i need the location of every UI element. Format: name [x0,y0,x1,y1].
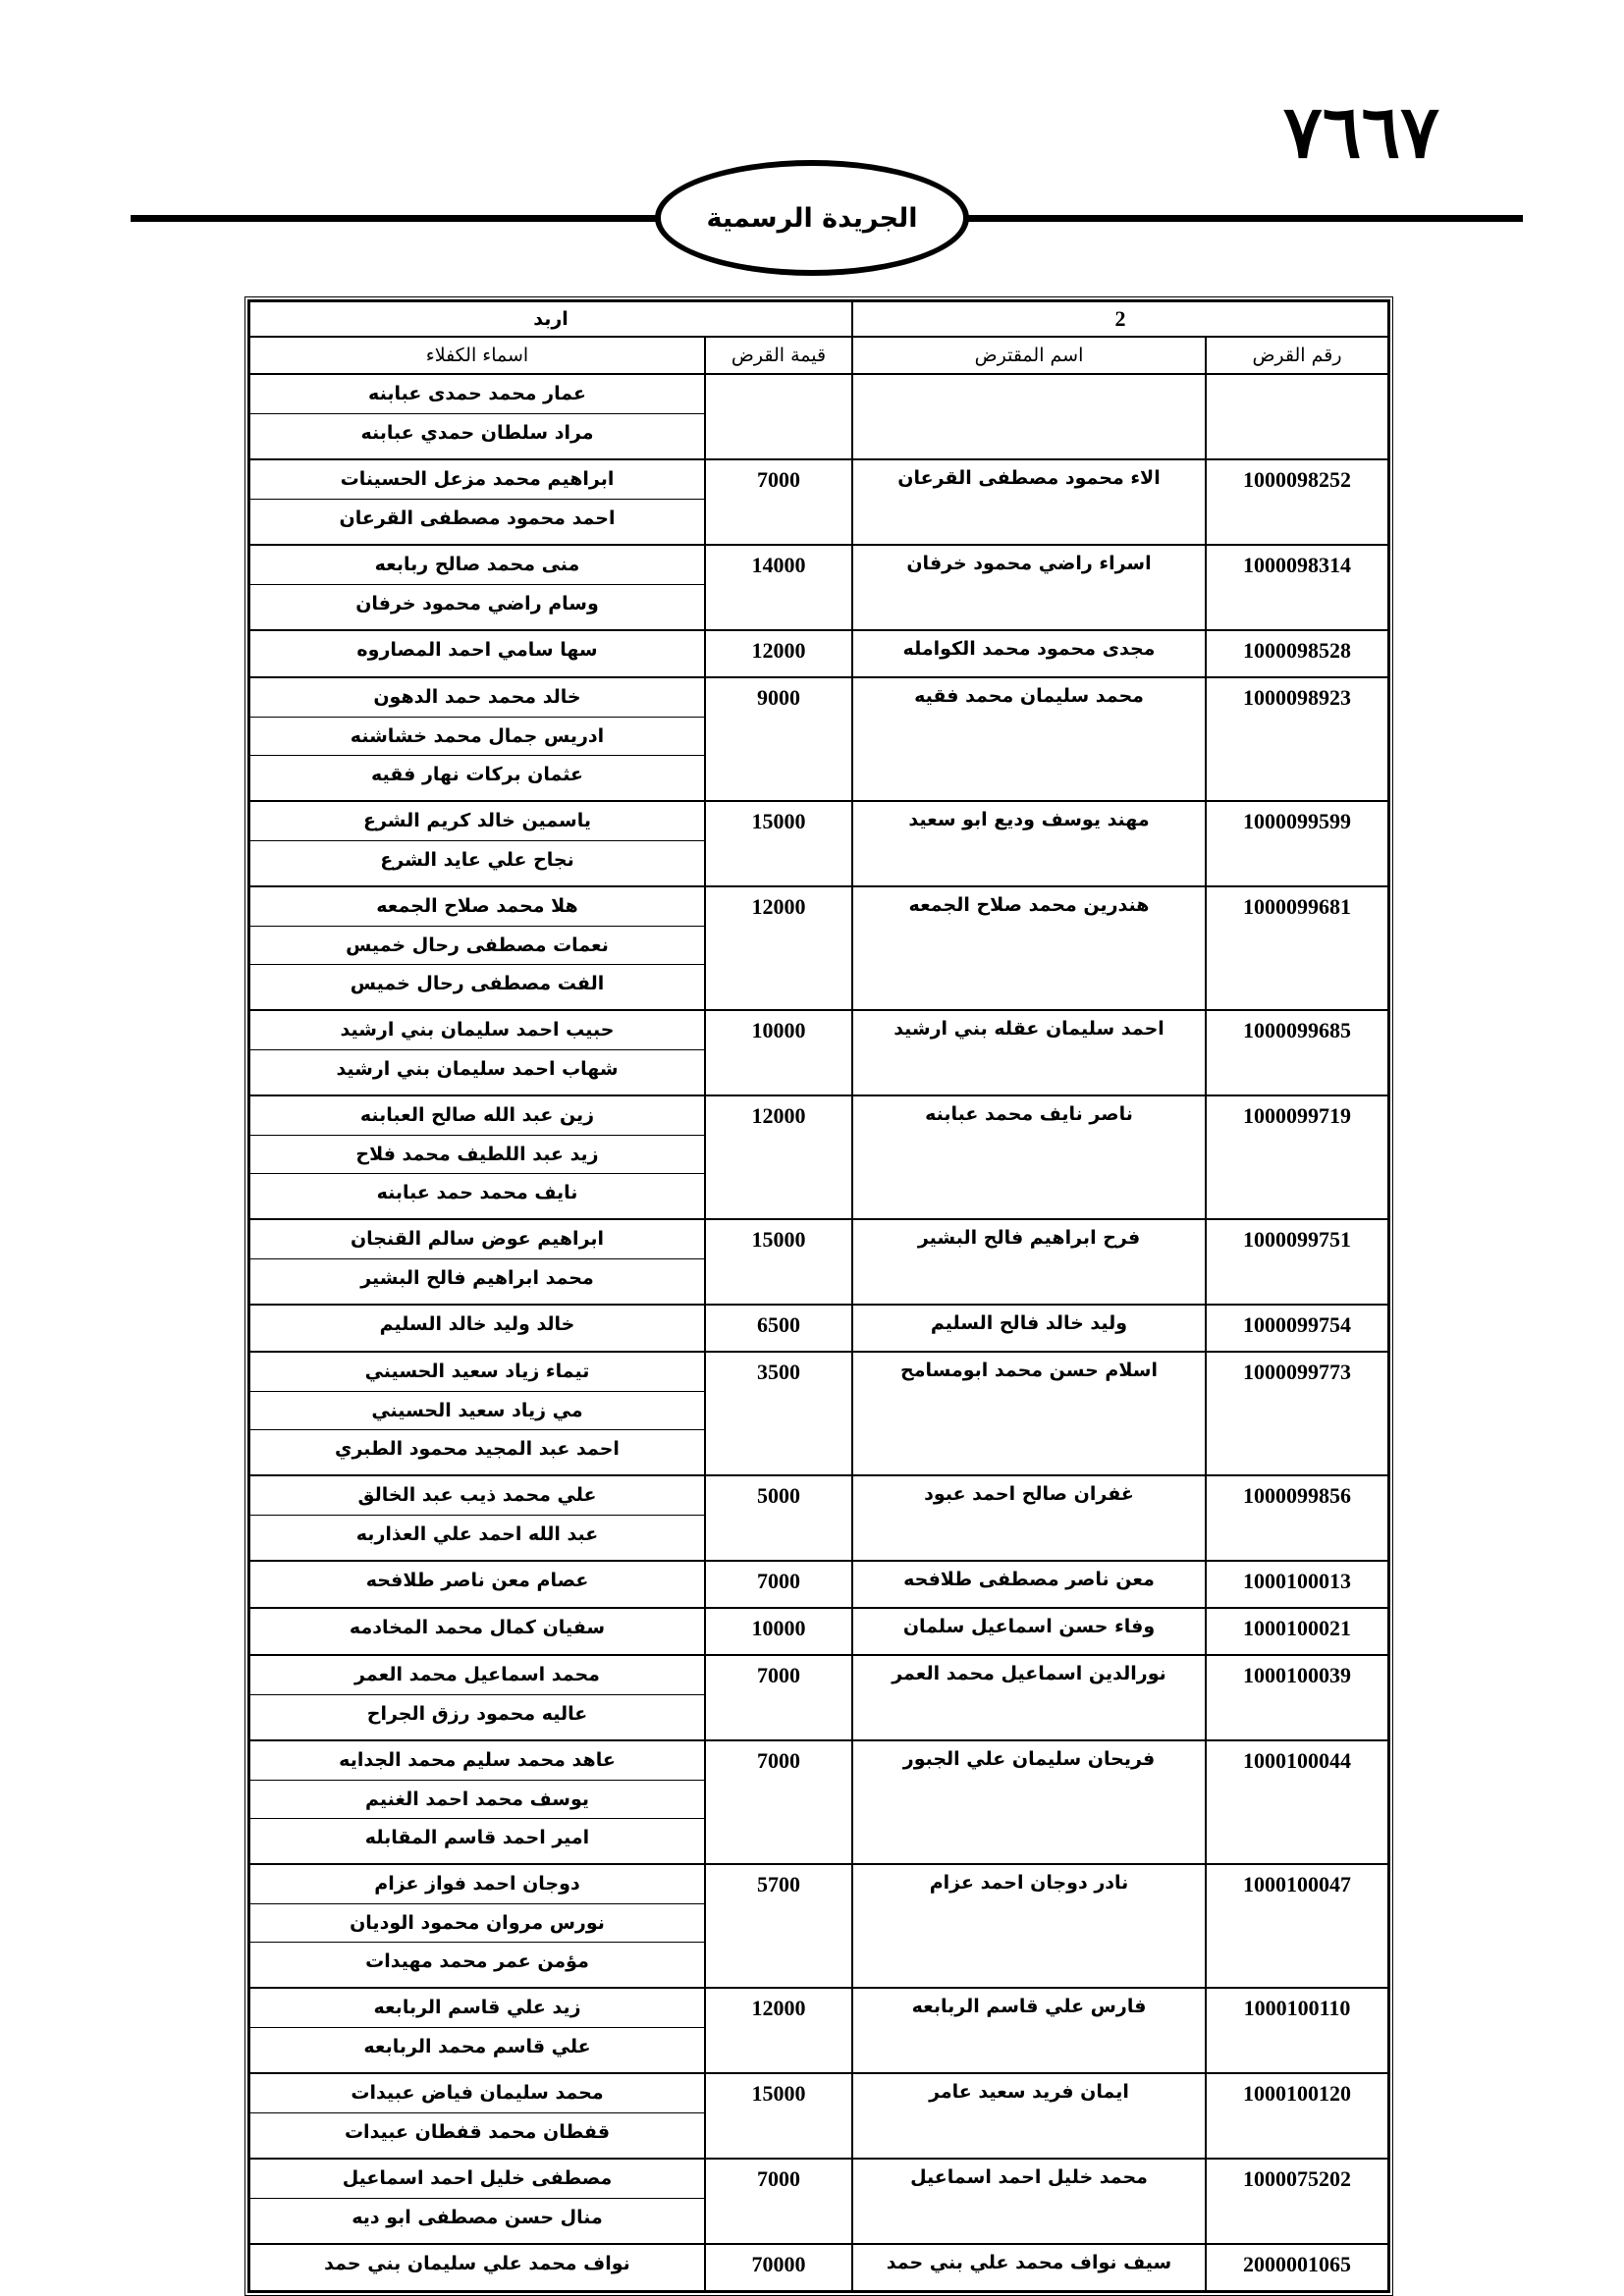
guarantors-cell [249,2073,705,2159]
table-row [249,1219,1388,1305]
guarantor-name: عاليه محمود رزق الجراح [250,1694,704,1733]
guarantor-name: مراد سلطان حمدي عبابنه [250,413,704,452]
guarantor-name: عصام معن ناصر طلافحه [365,1570,589,1591]
loan-number-cell: 1000098923 [1206,677,1388,801]
loan-number-cell: 1000098528 [1206,630,1388,677]
borrower-cell: محمد خليل احمد اسماعيل [852,2159,1206,2244]
guarantors-cell [249,886,705,1010]
loan-number-cell: 1000099751 [1206,1219,1388,1305]
guarantor-name: ياسمين خالد كريم الشرع [362,810,591,831]
table-top-row [249,301,1388,337]
guarantor-name: ابراهيم محمد مزعل الحسينات [340,468,615,490]
amount-cell: 7000 [705,1655,852,1740]
amount-cell: 15000 [705,2073,852,2159]
borrower-cell: مهند يوسف وديع ابو سعيد [852,801,1206,886]
guarantor-name: نجاح علي عايد الشرع [250,840,704,879]
page-number: ٧٦٦٧ [1283,90,1439,175]
loan-number-cell: 1000099681 [1206,886,1388,1010]
guarantors-cell [249,374,705,459]
loan-number-cell: 1000099754 [1206,1305,1388,1352]
guarantor-name: زين عبد الله صالح العبابنه [359,1104,595,1126]
guarantor-name: ابراهيم عوض سالم القنجان [350,1228,605,1250]
table-row [249,2244,1388,2291]
table-row [249,1475,1388,1561]
guarantor-name: حبيب احمد سليمان بني ارشيد [340,1019,615,1041]
guarantor-name: نورس مروان محمود الوديان [250,1903,704,1942]
borrower-cell: احمد سليمان عقله بني ارشيد [852,1010,1206,1095]
guarantor-name: نواف محمد علي سليمان بني حمد [324,2253,630,2274]
guarantors-cell [249,1655,705,1740]
loan-number-cell: 1000100021 [1206,1608,1388,1655]
guarantors-cell [249,1352,705,1475]
guarantor-name: سفيان كمال محمد المخادمه [349,1617,606,1638]
guarantors-cell [249,801,705,886]
guarantor-name: زيد علي قاسم الربابعه [373,1997,581,2018]
city-name: اربد [249,301,852,337]
guarantors-cell [249,1010,705,1095]
amount-cell: 7000 [705,1740,852,1864]
guarantors-cell [249,459,705,545]
guarantor-name: زيد عبد اللطيف محمد فلاح [250,1135,704,1173]
loan-number-cell: 1000099685 [1206,1010,1388,1095]
borrower-cell: الاء محمود مصطفى القرعان [852,459,1206,545]
amount-cell: 3500 [705,1352,852,1475]
amount-cell: 15000 [705,1219,852,1305]
amount-cell: 7000 [705,1561,852,1608]
borrower-cell: معن ناصر مصطفى طلافحه [852,1561,1206,1608]
guarantor-name: شهاب احمد سليمان بني ارشيد [250,1049,704,1088]
guarantor-name: مؤمن عمر محمد مهيدات [250,1942,704,1980]
table-row [249,374,1388,459]
guarantor-name: تيماء زياد سعيد الحسيني [364,1361,590,1382]
header-amount: قيمة القرض [705,337,852,374]
amount-cell: 6500 [705,1305,852,1352]
borrower-cell: نورالدين اسماعيل محمد العمر [852,1655,1206,1740]
guarantors-cell [249,677,705,801]
guarantor-name: نعمات مصطفى رحال خميس [250,926,704,964]
table-row [249,1010,1388,1095]
guarantor-name: خالد وليد خالد السليم [379,1313,575,1335]
header-guarantors: اسماء الكفلاء [249,337,705,374]
loan-number-cell: 1000075202 [1206,2159,1388,2244]
guarantor-name: احمد محمود مصطفى القرعان [250,499,704,537]
guarantor-name: نايف محمد حمد عبابنه [250,1173,704,1211]
table-row [249,2073,1388,2159]
amount-cell: 15000 [705,801,852,886]
guarantors-cell [249,1864,705,1988]
guarantors-cell [249,2244,705,2291]
guarantor-name: مصطفى خليل احمد اسماعيل [342,2167,613,2189]
guarantor-name: عثمان بركات نهار فقيه [250,755,704,793]
guarantors-cell [249,1305,705,1352]
loans-table [247,299,1390,2293]
amount-cell: 12000 [705,1095,852,1219]
amount-cell: 14000 [705,545,852,630]
table-row [249,1095,1388,1219]
loan-number-cell: 1000099856 [1206,1475,1388,1561]
guarantor-name: يوسف محمد احمد الغنيم [250,1780,704,1818]
table-row [249,801,1388,886]
table-row [249,1561,1388,1608]
group-number: 2 [852,301,1388,337]
guarantor-name: امير احمد قاسم المقابله [250,1818,704,1856]
guarantor-name: علي قاسم محمد الربابعه [250,2027,704,2065]
guarantors-cell [249,1219,705,1305]
loan-number-cell: 1000099719 [1206,1095,1388,1219]
table-row [249,2159,1388,2244]
gazette-title: الجريدة الرسمية [706,202,918,234]
borrower-cell: ناصر نايف محمد عبابنه [852,1095,1206,1219]
loan-number-cell: 1000098252 [1206,459,1388,545]
guarantor-name: سها سامي احمد المصاروه [356,639,598,661]
loan-number-cell: 2000001065 [1206,2244,1388,2291]
guarantors-cell [249,1475,705,1561]
guarantor-name: خالد محمد حمد الدهون [373,686,581,708]
guarantors-cell [249,1988,705,2073]
table-row [249,677,1388,801]
loan-number-cell [1206,374,1388,459]
guarantor-name: محمد سليمان فياض عبيدات [351,2082,604,2104]
loan-number-cell: 1000100044 [1206,1740,1388,1864]
borrower-cell: فريحان سليمان علي الجبور [852,1740,1206,1864]
borrower-cell: اسلام حسن محمد ابومسامح [852,1352,1206,1475]
loan-number-cell: 1000100120 [1206,2073,1388,2159]
borrower-cell [852,374,1206,459]
amount-cell: 12000 [705,1988,852,2073]
guarantor-name: قفطان محمد قفطان عبيدات [250,2112,704,2151]
borrower-cell: هندرين محمد صلاح الجمعه [852,886,1206,1010]
amount-cell: 70000 [705,2244,852,2291]
borrower-cell: اسراء راضي محمود خرفان [852,545,1206,630]
amount-cell: 12000 [705,886,852,1010]
guarantors-cell [249,545,705,630]
borrower-cell: غفران صالح احمد عبود [852,1475,1206,1561]
table-row [249,630,1388,677]
borrower-cell: محمد سليمان محمد فقيه [852,677,1206,801]
guarantor-name: عبد الله احمد علي العذاربه [250,1515,704,1553]
loan-number-cell: 1000100039 [1206,1655,1388,1740]
loan-number-cell: 1000099773 [1206,1352,1388,1475]
table-row [249,1988,1388,2073]
amount-cell: 10000 [705,1608,852,1655]
table-row [249,459,1388,545]
amount-cell [705,374,852,459]
guarantor-name: عاهد محمد سليم محمد الجدايه [339,1749,616,1771]
amount-cell: 10000 [705,1010,852,1095]
amount-cell: 7000 [705,2159,852,2244]
guarantor-name: منال حسن مصطفى ابو ديه [250,2198,704,2236]
guarantor-name: الفت مصطفى رحال خميس [250,964,704,1002]
amount-cell: 7000 [705,459,852,545]
guarantor-name: علي محمد ذيب عبد الخالق [357,1484,597,1506]
table-row [249,545,1388,630]
table-row [249,1864,1388,1988]
guarantor-name: وسام راضي محمود خرفان [250,584,704,622]
table-row [249,1608,1388,1655]
borrower-cell: فارس علي قاسم الربابعه [852,1988,1206,2073]
header-borrower: اسم المقترض [852,337,1206,374]
borrower-cell: وفاء حسن اسماعيل سلمان [852,1608,1206,1655]
borrower-cell: ايمان فريد سعيد عامر [852,2073,1206,2159]
amount-cell: 9000 [705,677,852,801]
guarantors-cell [249,630,705,677]
table-row [249,1655,1388,1740]
borrower-cell: نادر دوجان احمد عزام [852,1864,1206,1988]
guarantors-cell [249,1561,705,1608]
borrower-cell: وليد خالد فالح السليم [852,1305,1206,1352]
loan-number-cell: 1000100013 [1206,1561,1388,1608]
loan-number-cell: 1000100047 [1206,1864,1388,1988]
loan-number-cell: 1000100110 [1206,1988,1388,2073]
table-row [249,886,1388,1010]
borrower-cell: سيف نواف محمد علي بني حمد [852,2244,1206,2291]
guarantor-name: عمار محمد حمدى عبابنه [368,383,586,404]
guarantors-cell [249,1740,705,1864]
borrower-cell: مجدى محمود محمد الكوامله [852,630,1206,677]
header-oval [655,160,969,276]
header-loan-no: رقم القرض [1206,337,1388,374]
loan-number-cell: 1000099599 [1206,801,1388,886]
loans-table-wrap [247,299,1386,2293]
amount-cell: 5000 [705,1475,852,1561]
guarantor-name: مي زياد سعيد الحسيني [250,1391,704,1429]
guarantor-name: احمد عبد المجيد محمود الطبري [250,1429,704,1468]
guarantor-name: منى محمد صالح ربابعه [374,554,580,575]
amount-cell: 5700 [705,1864,852,1988]
guarantors-cell [249,1608,705,1655]
table-row [249,1305,1388,1352]
guarantor-name: دوجان احمد فواز عزام [374,1873,580,1895]
table-row [249,1352,1388,1475]
guarantor-name: محمد ابراهيم فالح البشير [250,1258,704,1297]
loan-number-cell: 1000098314 [1206,545,1388,630]
guarantor-name: ادريس جمال محمد خشاشنه [250,717,704,755]
guarantor-name: هلا محمد صلاح الجمعه [376,895,578,917]
table-header-row [249,337,1388,374]
guarantors-cell [249,1095,705,1219]
borrower-cell: فرح ابراهيم فالح البشير [852,1219,1206,1305]
guarantors-cell [249,2159,705,2244]
table-row [249,1740,1388,1864]
amount-cell: 12000 [705,630,852,677]
guarantor-name: محمد اسماعيل محمد العمر [354,1664,600,1685]
